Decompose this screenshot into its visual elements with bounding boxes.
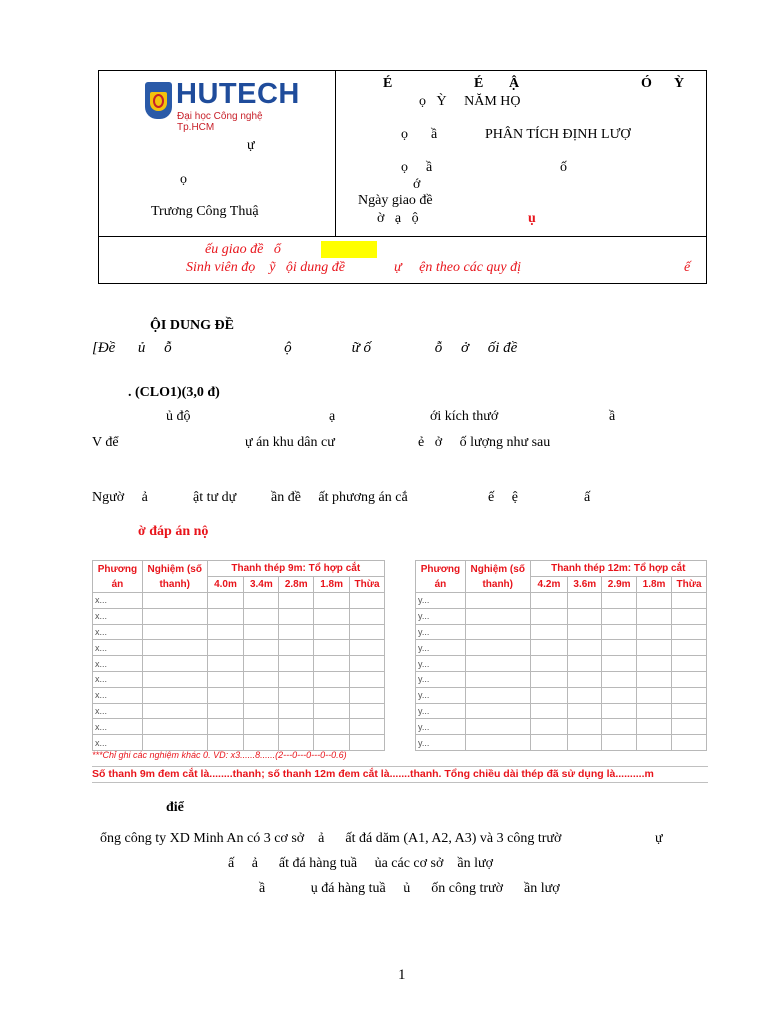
answer-cell[interactable] xyxy=(350,624,385,640)
row-label: x... xyxy=(93,671,143,687)
header-divider-vertical xyxy=(335,70,336,236)
answer-cell[interactable] xyxy=(602,624,637,640)
group-header: Thanh thép 12m: Tổ hợp cắt xyxy=(530,561,706,577)
logo-subtitle: Đại học Công nghệ Tp.HCM xyxy=(177,111,263,133)
row-label: x... xyxy=(93,687,143,703)
answer-cell[interactable] xyxy=(207,624,244,640)
answer-table-9m xyxy=(92,560,385,751)
answer-cell[interactable] xyxy=(279,593,314,609)
instruction-line-2-end: ế xyxy=(684,260,691,275)
answer-cell[interactable] xyxy=(244,735,279,751)
table-summary: Số thanh 9m đem cắt là........thanh; số thanh 12m đem cắt là.......thanh. Tổng chiều dài thép đã sử dụng là..........m xyxy=(92,766,708,783)
answer-cell[interactable] xyxy=(350,719,385,735)
row-label: x... xyxy=(93,703,143,719)
answer-cell[interactable] xyxy=(142,593,207,609)
row-label: y... xyxy=(416,719,466,735)
q2-line-2: ấ ả ất đá hàng tuầ ủa các cơ sở ần lượ xyxy=(228,856,493,871)
answer-cell[interactable] xyxy=(314,624,350,640)
answer-cell[interactable] xyxy=(637,719,672,735)
answer-cell[interactable] xyxy=(602,640,637,656)
q2-line-1-end: ự xyxy=(655,831,663,846)
answer-cell[interactable] xyxy=(314,735,350,751)
q1-text-3a: Ngườ ả xyxy=(92,490,148,505)
answer-cell[interactable] xyxy=(568,624,602,640)
class-label: ớ xyxy=(413,177,421,192)
date-given-label: Ngày giao đề xyxy=(358,193,433,208)
answer-cell[interactable] xyxy=(142,656,207,672)
q1-text-2c: ẻ ở ố lượng như sau xyxy=(418,435,551,450)
header-left-line1: ự xyxy=(247,138,255,153)
content-heading: ỘI DUNG ĐỀ xyxy=(150,318,235,333)
answer-cell[interactable] xyxy=(637,593,672,609)
course-label-2: ầ xyxy=(426,160,433,175)
instruction-line-1: ếu giao đề ổ xyxy=(205,242,281,257)
answer-cell[interactable] xyxy=(244,624,279,640)
q1-text-1c: ới kích thướ xyxy=(430,409,499,424)
logo-wordmark: HUTECH xyxy=(176,78,300,110)
answer-cell[interactable] xyxy=(350,671,385,687)
answer-table-12m xyxy=(415,560,707,751)
table-row xyxy=(93,671,385,687)
answer-cell[interactable] xyxy=(568,703,602,719)
table-row xyxy=(93,608,385,624)
answer-cell[interactable] xyxy=(350,703,385,719)
answer-cell[interactable] xyxy=(672,719,707,735)
time-value: ụ xyxy=(528,211,536,226)
answer-cell[interactable] xyxy=(207,640,244,656)
table-row xyxy=(416,640,707,656)
page-number: 1 xyxy=(398,967,406,983)
answer-cell[interactable] xyxy=(602,671,637,687)
col-plan-header: Phương án xyxy=(416,561,466,593)
answer-cell[interactable] xyxy=(207,703,244,719)
q1-text-2b: ự án khu dân cư xyxy=(245,435,335,450)
question-2-title: điể xyxy=(166,800,184,815)
row-label: y... xyxy=(416,593,466,609)
row-label: x... xyxy=(93,640,143,656)
table-row xyxy=(93,735,385,751)
answer-cell[interactable] xyxy=(672,593,707,609)
answer-cell[interactable] xyxy=(279,719,314,735)
size-header: 3.4m xyxy=(244,577,279,593)
row-label: x... xyxy=(93,608,143,624)
answer-cell[interactable] xyxy=(530,703,568,719)
answer-cell[interactable] xyxy=(207,719,244,735)
subject-name: PHÂN TÍCH ĐỊNH LƯỢ xyxy=(485,127,631,142)
answer-cell[interactable] xyxy=(279,687,314,703)
answer-cell[interactable] xyxy=(244,593,279,609)
answer-cell[interactable] xyxy=(207,593,244,609)
answer-cell[interactable] xyxy=(314,608,350,624)
row-label: x... xyxy=(93,656,143,672)
answer-cell[interactable] xyxy=(672,624,707,640)
course-label-1: ọ xyxy=(401,160,408,175)
size-header: 2.8m xyxy=(279,577,314,593)
answer-cell[interactable] xyxy=(244,719,279,735)
answer-cell[interactable] xyxy=(602,687,637,703)
table-row xyxy=(416,656,707,672)
answer-cell[interactable] xyxy=(279,671,314,687)
exam-title-glyph-2: É xyxy=(474,76,484,91)
answer-cell[interactable] xyxy=(314,640,350,656)
answer-cell[interactable] xyxy=(350,640,385,656)
answer-cell[interactable] xyxy=(142,608,207,624)
row-label: y... xyxy=(416,687,466,703)
table-row xyxy=(416,608,707,624)
answer-cell[interactable] xyxy=(637,656,672,672)
hutech-logo xyxy=(145,78,300,133)
answer-cell[interactable] xyxy=(142,624,207,640)
table-row xyxy=(93,624,385,640)
q2-line-1: ổng công ty XD Minh An có 3 cơ sở ả ất đá dăm (A1, A2, A3) và 3 công trườ xyxy=(100,831,562,846)
answer-cell[interactable] xyxy=(530,687,568,703)
answer-cell[interactable] xyxy=(637,608,672,624)
answer-cell[interactable] xyxy=(672,640,707,656)
answer-cell[interactable] xyxy=(465,687,530,703)
answer-cell[interactable] xyxy=(142,735,207,751)
answer-cell[interactable] xyxy=(142,719,207,735)
answer-instruction: ờ đáp án nộ xyxy=(138,524,209,539)
row-label: y... xyxy=(416,656,466,672)
time-label: ờ ạ ộ xyxy=(377,211,419,226)
size-header: 1.8m xyxy=(637,577,672,593)
row-label: y... xyxy=(416,624,466,640)
answer-cell[interactable] xyxy=(465,671,530,687)
answer-cell[interactable] xyxy=(279,703,314,719)
answer-cell[interactable] xyxy=(244,671,279,687)
answer-cell[interactable] xyxy=(530,719,568,735)
answer-cell[interactable] xyxy=(465,608,530,624)
answer-cell[interactable] xyxy=(465,640,530,656)
q1-text-1d: ầ xyxy=(609,409,616,424)
answer-cell[interactable] xyxy=(465,624,530,640)
answer-cell[interactable] xyxy=(314,671,350,687)
answer-cell[interactable] xyxy=(637,671,672,687)
author-name: Trương Công Thuậ xyxy=(151,204,259,219)
shield-icon xyxy=(145,82,172,119)
answer-cell[interactable] xyxy=(314,593,350,609)
row-label: y... xyxy=(416,671,466,687)
answer-cell[interactable] xyxy=(142,640,207,656)
answer-cell[interactable] xyxy=(350,687,385,703)
answer-cell[interactable] xyxy=(207,656,244,672)
answer-cell[interactable] xyxy=(637,735,672,751)
table-row xyxy=(416,719,707,735)
table-row xyxy=(416,671,707,687)
answer-cell[interactable] xyxy=(602,703,637,719)
size-header: 4.2m xyxy=(530,577,568,593)
row-label: y... xyxy=(416,703,466,719)
table-row xyxy=(93,640,385,656)
size-header: 4.0m xyxy=(207,577,244,593)
answer-cell[interactable] xyxy=(530,608,568,624)
answer-cell[interactable] xyxy=(672,703,707,719)
answer-cell[interactable] xyxy=(637,703,672,719)
course-label-3: ố xyxy=(560,160,567,175)
table-row xyxy=(93,719,385,735)
table-row xyxy=(93,687,385,703)
answer-cell[interactable] xyxy=(465,656,530,672)
answer-cell[interactable] xyxy=(314,719,350,735)
q1-text-3c: ần đề ất phương án cắ xyxy=(271,490,408,505)
answer-cell[interactable] xyxy=(142,687,207,703)
answer-cell[interactable] xyxy=(314,656,350,672)
answer-cell[interactable] xyxy=(672,687,707,703)
row-label: x... xyxy=(93,624,143,640)
answer-cell[interactable] xyxy=(602,656,637,672)
answer-cell[interactable] xyxy=(568,656,602,672)
size-header: Thừa xyxy=(350,577,385,593)
table-row xyxy=(93,593,385,609)
exam-title-glyph-1: É xyxy=(383,76,393,91)
answer-cell[interactable] xyxy=(465,719,530,735)
q1-text-3e: ấ xyxy=(584,490,591,505)
answer-cell[interactable] xyxy=(350,656,385,672)
size-header: Thừa xyxy=(672,577,707,593)
answer-cell[interactable] xyxy=(350,608,385,624)
exam-title-glyph-4: Ó xyxy=(641,76,652,91)
row-label: x... xyxy=(93,735,143,751)
table-row xyxy=(93,656,385,672)
answer-cell[interactable] xyxy=(350,735,385,751)
size-header: 3.6m xyxy=(568,577,602,593)
answer-cell[interactable] xyxy=(350,593,385,609)
answer-cell[interactable] xyxy=(279,735,314,751)
answer-cell[interactable] xyxy=(142,703,207,719)
col-plan-header: Phương án xyxy=(93,561,143,593)
table-row xyxy=(416,624,707,640)
table-row xyxy=(416,593,707,609)
row-label: y... xyxy=(416,608,466,624)
answer-cell[interactable] xyxy=(244,703,279,719)
answer-cell[interactable] xyxy=(530,735,568,751)
answer-cell[interactable] xyxy=(279,640,314,656)
q1-text-2a: V để xyxy=(92,435,119,450)
instruction-line-2: Sinh viên đọ ỹ ội dung đề ự ện theo các quy đị xyxy=(186,260,522,275)
q1-text-3d: ế ệ xyxy=(488,490,518,505)
answer-cell[interactable] xyxy=(530,593,568,609)
answer-cell[interactable] xyxy=(207,687,244,703)
answer-cell[interactable] xyxy=(314,687,350,703)
answer-cell[interactable] xyxy=(637,687,672,703)
answer-cell[interactable] xyxy=(207,608,244,624)
table-row xyxy=(416,735,707,751)
exam-title-glyph-3: Ậ xyxy=(509,76,520,91)
answer-cell[interactable] xyxy=(465,593,530,609)
table-note: ***Chỉ ghi các nghiệm khác 0. VD: x3......8......(2---0---0---0--0.6) xyxy=(92,750,347,760)
group-header: Thanh thép 9m: Tổ hợp cắt xyxy=(207,561,384,577)
answer-cell[interactable] xyxy=(465,703,530,719)
table-row xyxy=(93,703,385,719)
answer-cell[interactable] xyxy=(244,608,279,624)
highlight-mark xyxy=(321,241,377,258)
answer-cell[interactable] xyxy=(602,608,637,624)
answer-cell[interactable] xyxy=(568,719,602,735)
subject-label-2: ầ xyxy=(431,127,438,142)
row-label: y... xyxy=(416,640,466,656)
answer-cell[interactable] xyxy=(672,656,707,672)
answer-cell[interactable] xyxy=(244,656,279,672)
answer-cell[interactable] xyxy=(568,593,602,609)
q1-text-1b: ạ xyxy=(329,409,336,424)
question-1-title: . (CLO1)(3,0 đ) xyxy=(128,385,220,400)
subject-label-1: ọ xyxy=(401,127,408,142)
header-left-line2: ọ xyxy=(180,172,187,187)
table-row xyxy=(416,703,707,719)
size-header: 2.9m xyxy=(602,577,637,593)
q2-line-3: ầ ụ đá hàng tuầ ủ ốn công trườ ần lượ xyxy=(259,881,560,896)
answer-cell[interactable] xyxy=(530,640,568,656)
content-subline: [Đề ủ ỗ ộ ữ ố ỗ ở ối đề xyxy=(92,340,518,356)
size-header: 1.8m xyxy=(314,577,350,593)
answer-cell[interactable] xyxy=(637,640,672,656)
answer-cell[interactable] xyxy=(530,624,568,640)
row-label: y... xyxy=(416,735,466,751)
row-label: x... xyxy=(93,719,143,735)
header-divider-horizontal xyxy=(98,236,707,237)
q1-text-3b: ật tư dự xyxy=(193,490,237,505)
answer-cell[interactable] xyxy=(568,671,602,687)
answer-cell[interactable] xyxy=(465,735,530,751)
answer-cell[interactable] xyxy=(568,608,602,624)
answer-cell[interactable] xyxy=(602,735,637,751)
answer-cell[interactable] xyxy=(568,640,602,656)
answer-cell[interactable] xyxy=(602,593,637,609)
col-solution-header: Nghiệm (số thanh) xyxy=(465,561,530,593)
answer-cell[interactable] xyxy=(279,608,314,624)
table-row xyxy=(416,687,707,703)
school-year-line: ọ Ỳ NĂM HỌ xyxy=(419,94,521,109)
answer-cell[interactable] xyxy=(244,687,279,703)
row-label: x... xyxy=(93,593,143,609)
answer-cell[interactable] xyxy=(672,671,707,687)
answer-cell[interactable] xyxy=(530,656,568,672)
answer-cell[interactable] xyxy=(279,656,314,672)
answer-cell[interactable] xyxy=(207,671,244,687)
answer-cell[interactable] xyxy=(672,608,707,624)
q1-text-1a: ủ độ xyxy=(166,409,191,424)
answer-cell[interactable] xyxy=(207,735,244,751)
answer-cell[interactable] xyxy=(244,640,279,656)
col-solution-header: Nghiệm (số thanh) xyxy=(142,561,207,593)
answer-cell[interactable] xyxy=(314,703,350,719)
answer-cell[interactable] xyxy=(568,687,602,703)
exam-title-glyph-5: Ỳ xyxy=(674,76,685,91)
answer-cell[interactable] xyxy=(637,624,672,640)
answer-cell[interactable] xyxy=(672,735,707,751)
answer-cell[interactable] xyxy=(142,671,207,687)
answer-cell[interactable] xyxy=(530,671,568,687)
answer-cell[interactable] xyxy=(279,624,314,640)
answer-cell[interactable] xyxy=(568,735,602,751)
answer-cell[interactable] xyxy=(602,719,637,735)
